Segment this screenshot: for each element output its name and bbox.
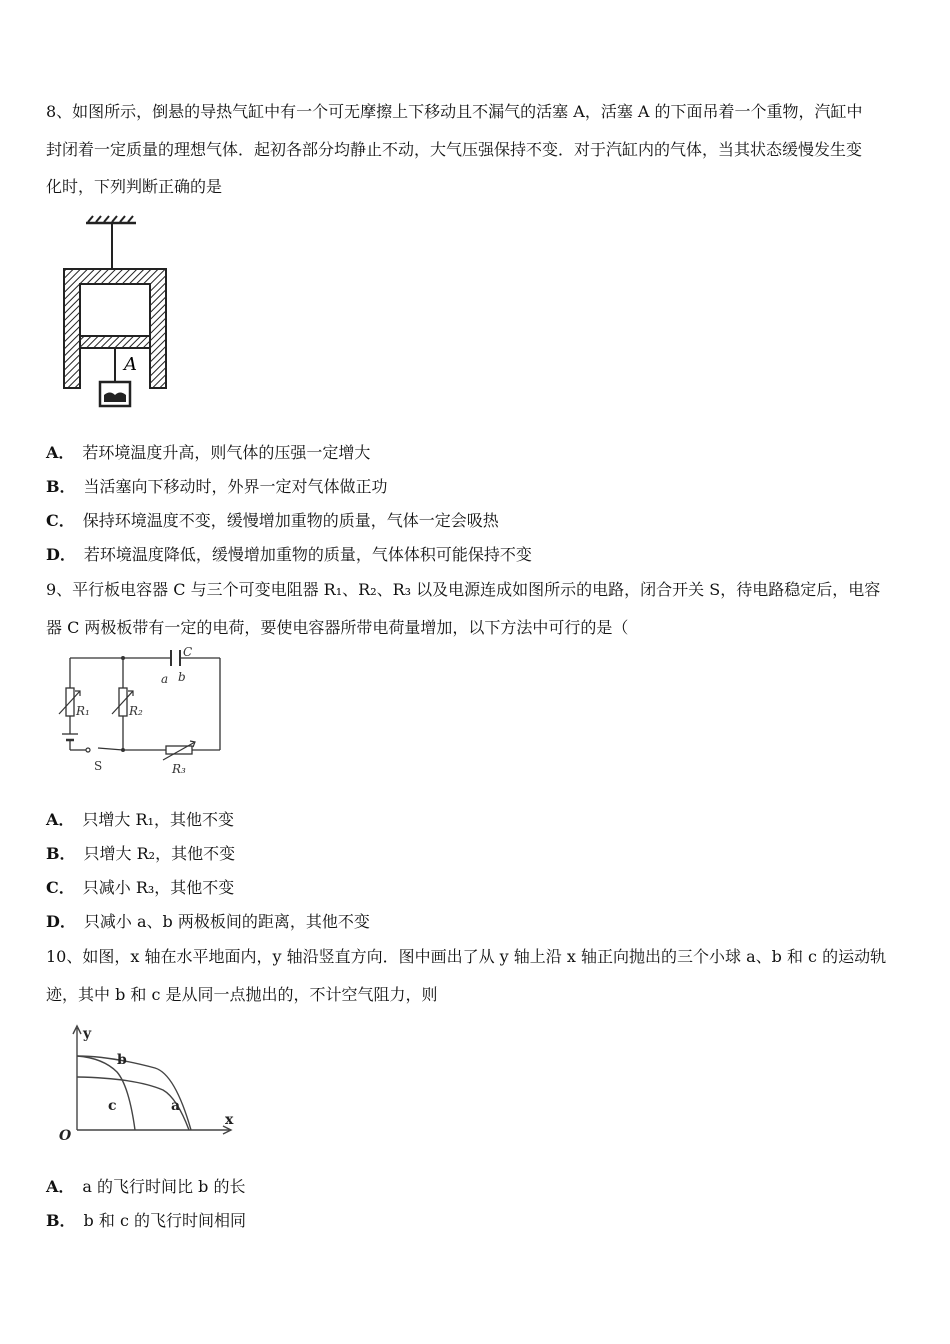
option-text: 只增大 R₂，其他不变 xyxy=(83,844,236,863)
option-text: 若环境温度降低，缓慢增加重物的质量，气体体积可能保持不变 xyxy=(83,545,532,564)
option-text: 保持环境温度不变，缓慢增加重物的质量，气体一定会吸热 xyxy=(82,511,499,530)
label-a: a xyxy=(161,672,169,686)
q8-cylinder-figure xyxy=(52,212,182,412)
q10-option-b[interactable] xyxy=(46,1211,246,1231)
hanging-weight xyxy=(100,382,130,406)
origin-label: O xyxy=(59,1128,72,1144)
q9-option-d[interactable] xyxy=(46,912,370,932)
axis-label-y: y xyxy=(83,1026,92,1042)
q9-stem-line-1: 9、平行板电容器 C 与三个可变电阻器 R₁、R₂、R₃ 以及电源连成如图所示的电路，闭合开关 S，待电路稳定后，电容 xyxy=(46,580,881,599)
option-text: 只减小 a、b 两极板间的距离，其他不变 xyxy=(83,912,370,931)
q8-option-d[interactable] xyxy=(46,545,532,565)
option-label: A． xyxy=(46,443,75,462)
label-c: c xyxy=(108,1098,117,1114)
option-label: A． xyxy=(46,1177,75,1196)
q9-stem-line-2: 器 C 两极板带有一定的电荷，要使电容器所带电荷量增加，以下方法中可行的是（ xyxy=(46,618,629,637)
q8-stem-line-2: 封闭着一定质量的理想气体．起初各部分均静止不动，大气压强保持不变．对于汽缸内的气体，当其状态缓慢发生变 xyxy=(46,140,863,159)
option-label: D． xyxy=(46,912,76,931)
label-s: S xyxy=(94,759,103,773)
option-label: A． xyxy=(46,810,75,829)
ceiling-hatching xyxy=(88,216,133,222)
option-text: a 的飞行时间比 b 的长 xyxy=(82,1177,246,1196)
q8-option-b[interactable] xyxy=(46,477,388,497)
option-text: 当活塞向下移动时，外界一定对气体做正功 xyxy=(83,477,388,496)
option-text: 若环境温度升高，则气体的压强一定增大 xyxy=(82,443,371,462)
option-label: B． xyxy=(46,1211,76,1230)
option-text: b 和 c 的飞行时间相同 xyxy=(83,1211,246,1230)
option-label: D． xyxy=(46,545,76,564)
junction-dot xyxy=(121,656,125,660)
piston-a xyxy=(80,336,150,348)
q8-option-c[interactable] xyxy=(46,511,499,531)
option-text: 只增大 R₁，其他不变 xyxy=(82,810,234,829)
option-label: C． xyxy=(46,878,75,897)
q10-option-a[interactable] xyxy=(46,1177,245,1197)
piston-label: A xyxy=(124,354,137,375)
q9-option-b[interactable] xyxy=(46,844,235,864)
label-c: C xyxy=(183,645,193,659)
junction-dot xyxy=(121,748,125,752)
q9-circuit-figure xyxy=(50,644,235,784)
label-r3: R₃ xyxy=(172,762,186,776)
option-text: 只减小 R₃，其他不变 xyxy=(82,878,235,897)
switch-contact xyxy=(86,748,90,752)
q10-stem-line-1: 10、如图，x 轴在水平地面内，y 轴沿竖直方向．图中画出了从 y 轴上沿 x 轴正向抛出的三个小球 a、b 和 c 的运动轨 xyxy=(46,947,887,966)
label-b: b xyxy=(117,1052,127,1068)
label-a: a xyxy=(171,1098,181,1114)
q9-option-a[interactable] xyxy=(46,810,234,830)
label-r1: R₁ xyxy=(76,704,90,718)
q10-trajectory-figure xyxy=(55,1020,240,1145)
q8-stem-line-3: 化时，下列判断正确的是 xyxy=(46,177,223,196)
q8-option-a[interactable] xyxy=(46,443,370,463)
axis-label-x: x xyxy=(225,1112,234,1128)
label-b: b xyxy=(178,670,186,684)
option-label: B． xyxy=(46,477,76,496)
q8-stem-line-1: 8、如图所示，倒悬的导热气缸中有一个可无摩擦上下移动且不漏气的活塞 A，活塞 A 的下面吊着一个重物，汽缸中 xyxy=(46,102,863,121)
q9-option-c[interactable] xyxy=(46,878,234,898)
option-label: B． xyxy=(46,844,76,863)
q10-stem-line-2: 迹，其中 b 和 c 是从同一点抛出的，不计空气阻力，则 xyxy=(46,985,438,1004)
option-label: C． xyxy=(46,511,75,530)
label-r2: R₂ xyxy=(129,704,143,718)
